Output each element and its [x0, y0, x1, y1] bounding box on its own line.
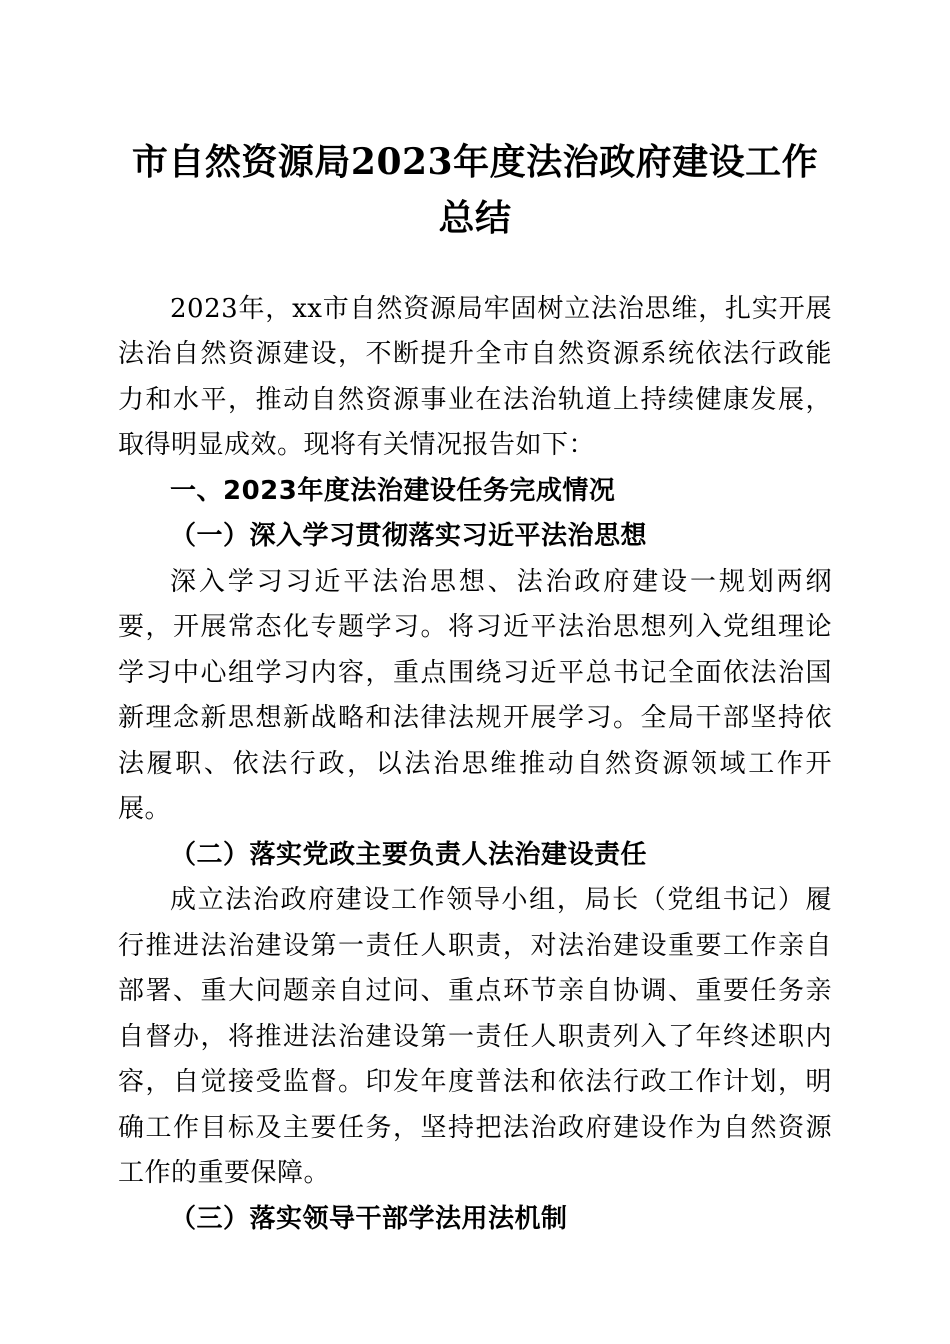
- subsection-1-paragraph: 深入学习习近平法治思想、法治政府建设一规划两纲要，开展常态化专题学习。将习近平法治思想列入党组理论学习中心组学习内容，重点围绕习近平总书记全面依法治国新理念新思想新战略和法律法规开展学习。全局干部坚持依法履职、依法行政，以法治思维推动自然资源领域工作开展。: [118, 566, 832, 825]
- section-1-heading: 一、2023年度法治建设任务完成情况: [170, 475, 616, 506]
- subsection-2-paragraph: 成立法治政府建设工作领导小组，局长（党组书记）履行推进法治建设第一责任人职责，对法治建设重要工作亲自部署、重大问题亲自过问、重点环节亲自协调、重要任务亲自督办，将推进法治建设第一责任人职责列入了年终述职内容，自觉接受监督。印发年度普法和依法行政工作计划，明确工作目标及主要任务，坚持把法治政府建设作为自然资源工作的重要保障。: [118, 885, 832, 1189]
- intro-paragraph: 2023年，xx市自然资源局牢固树立法治思维，扎实开展法治自然资源建设，不断提升全市自然资源系统依法行政能力和水平，推动自然资源事业在法治轨道上持续健康发展，取得明显成效。现将有关情况报告如下：: [118, 293, 832, 461]
- document-title: 市自然资源局2023年度法治政府建设工作总结: [131, 141, 819, 239]
- subsection-1-heading: （一）深入学习贯彻落实习近平法治思想: [170, 521, 648, 552]
- subsection-3-heading: （三）落实领导干部学法用法机制: [170, 1203, 568, 1234]
- subsection-2-heading: （二）落实党政主要负责人法治建设责任: [170, 839, 648, 870]
